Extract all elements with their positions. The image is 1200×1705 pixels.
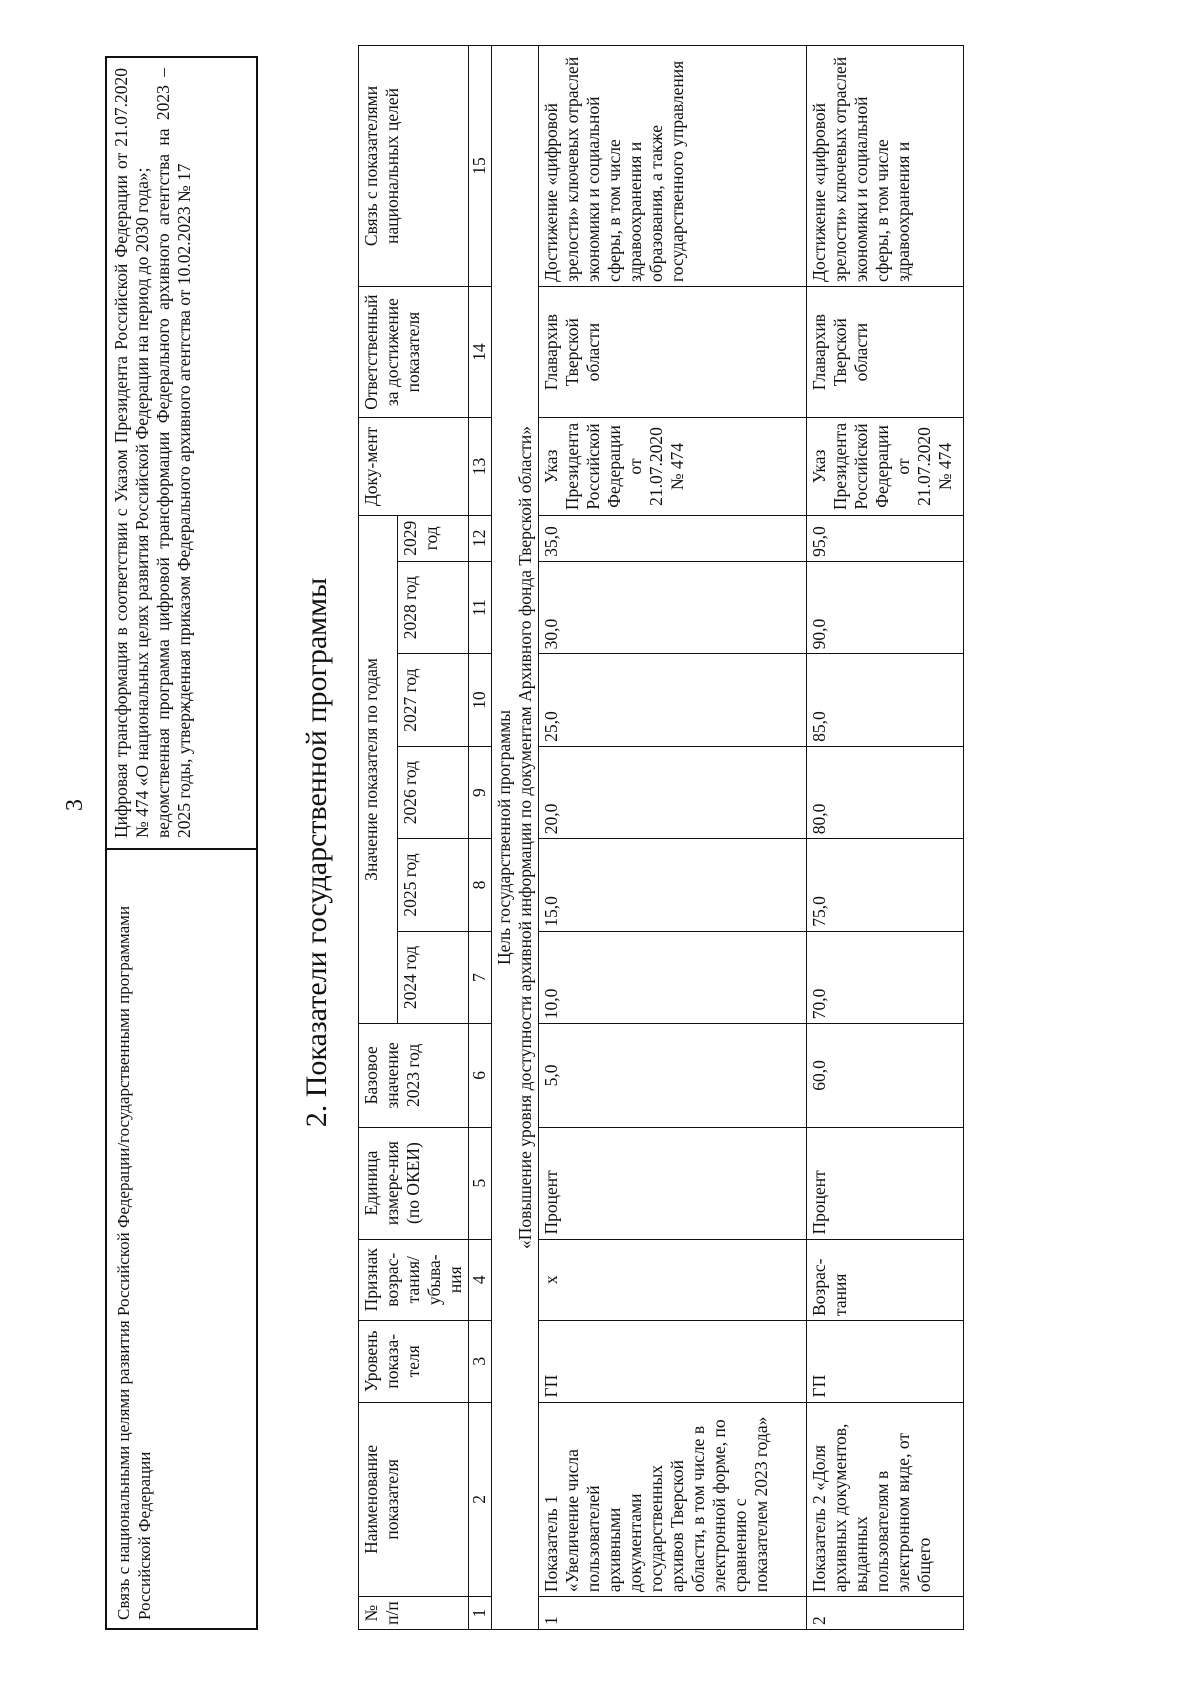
header-unit: Единица измере-ния (по ОКЕИ) [359, 1127, 469, 1239]
cell-name: Показатель 2 «Доля архивных документов, выданных пользователям в электронном виде, от общего [807, 1402, 964, 1597]
header-year: 2029 год [398, 515, 469, 561]
cell-value: 80,0 [807, 746, 964, 838]
cell-value: 90,0 [807, 561, 964, 653]
column-number: 1 [469, 1597, 492, 1630]
cell-value: 95,0 [807, 515, 964, 561]
cell-unit: Процент [539, 1127, 807, 1239]
header-responsible: Ответственный за достижение показателя [359, 286, 469, 417]
header-link: Связь с показателями национальных целей [359, 46, 469, 287]
cell-base: 5,0 [539, 1024, 807, 1127]
header-year: 2028 год [398, 561, 469, 653]
header-level: Уровень показа-теля [359, 1321, 469, 1403]
goal-row [492, 46, 539, 1630]
column-number: 8 [469, 839, 492, 931]
section-title: 2. Показатели государственной программы [300, 577, 333, 1128]
column-number: 10 [469, 654, 492, 746]
cell-unit: Процент [807, 1127, 964, 1239]
link-box-content [107, 58, 256, 848]
header-doc: Доку-мент [359, 418, 469, 515]
column-number: 14 [469, 286, 492, 417]
column-number: 11 [469, 561, 492, 653]
cell-value: 70,0 [807, 931, 964, 1023]
cell-name: Показатель 1 «Увеличение числа пользователей архивными документами государственных архивов Тверской области, в том числе в электронной форме, по сравнению с показателем 2023 года» [539, 1402, 807, 1597]
header-sign: Признак возрас-тания/ убыва-ния [359, 1239, 469, 1321]
cell-link: Достижение «цифровой зрелости» ключевых отраслей экономики и социальной сферы, в том числе здравоохранения и [807, 46, 964, 287]
table-row [539, 46, 807, 1630]
cell-doc: Указ Президента Российской Федерации от 21.07.2020 № 474 [807, 418, 964, 515]
header-year: 2025 год [398, 839, 469, 931]
table-row [807, 46, 964, 1630]
cell-level: ГП [807, 1321, 964, 1403]
column-number: 12 [469, 515, 492, 561]
column-number: 4 [469, 1239, 492, 1321]
header-year: 2026 год [398, 746, 469, 838]
cell-responsible: Главархив Тверской области [539, 286, 807, 417]
header-base: Базовое значение 2023 год [359, 1024, 469, 1127]
cell-value: 25,0 [539, 654, 807, 746]
header-year: 2027 год [398, 654, 469, 746]
cell-value: 10,0 [539, 931, 807, 1023]
cell-num: 2 [807, 1597, 964, 1630]
indicators-table [358, 45, 964, 1630]
column-number: 6 [469, 1024, 492, 1127]
cell-num: 1 [539, 1597, 807, 1630]
link-box-line: ведомственная программа цифровой трансформации Федерального архивного агентства на 2023 – 2025 годы, утвержденная приказом Федерального архивного агентства от 10.02.2023 № 17 [153, 68, 194, 838]
goal-cell [492, 46, 539, 1630]
column-number: 15 [469, 46, 492, 287]
column-number: 9 [469, 746, 492, 838]
cell-responsible: Главархив Тверской области [807, 286, 964, 417]
header-num: № п/п [359, 1597, 469, 1630]
cell-link: Достижение «цифровой зрелости» ключевых отраслей экономики и социальной сферы, в том числе здравоохранения и образования, а также государственного управления [539, 46, 807, 287]
link-box-label: Связь с национальными целями развития Российской Федерации/государственными программами Российской Федерации [107, 848, 256, 1628]
cell-doc: Указ Президента Российской Федерации от 21.07.2020 № 474 [539, 418, 807, 515]
national-goals-link-box [105, 56, 258, 1630]
header-values-group: Значение показателя по годам [359, 515, 398, 1024]
header-name: Наименование показателя [359, 1402, 469, 1597]
cell-sign: х [539, 1239, 807, 1321]
goal-text: «Повышение уровня доступности архивной информации по документам Архивного фонда Тверской области» [515, 426, 535, 1249]
cell-value: 75,0 [807, 839, 964, 931]
page-number: 3 [62, 799, 88, 811]
column-number: 13 [469, 418, 492, 515]
cell-value: 30,0 [539, 561, 807, 653]
cell-value: 35,0 [539, 515, 807, 561]
column-number: 3 [469, 1321, 492, 1403]
cell-sign: Возрас-тания [807, 1239, 964, 1321]
link-box-line: Цифровая трансформация в соответствии с Указом Президента Российской Федерации от 21.07.2020 № 474 «О национальных целях развития Российской Федерации на период до 2030 года»; [111, 68, 152, 838]
column-number: 2 [469, 1402, 492, 1597]
cell-value: 85,0 [807, 654, 964, 746]
cell-value: 20,0 [539, 746, 807, 838]
header-row [359, 46, 398, 1630]
column-numbers-row [469, 46, 492, 1630]
column-number: 5 [469, 1127, 492, 1239]
cell-value: 15,0 [539, 839, 807, 931]
header-year: 2024 год [398, 931, 469, 1023]
goal-heading: Цель государственной программы [494, 709, 514, 966]
cell-level: ГП [539, 1321, 807, 1403]
column-number: 7 [469, 931, 492, 1023]
cell-base: 60,0 [807, 1024, 964, 1127]
